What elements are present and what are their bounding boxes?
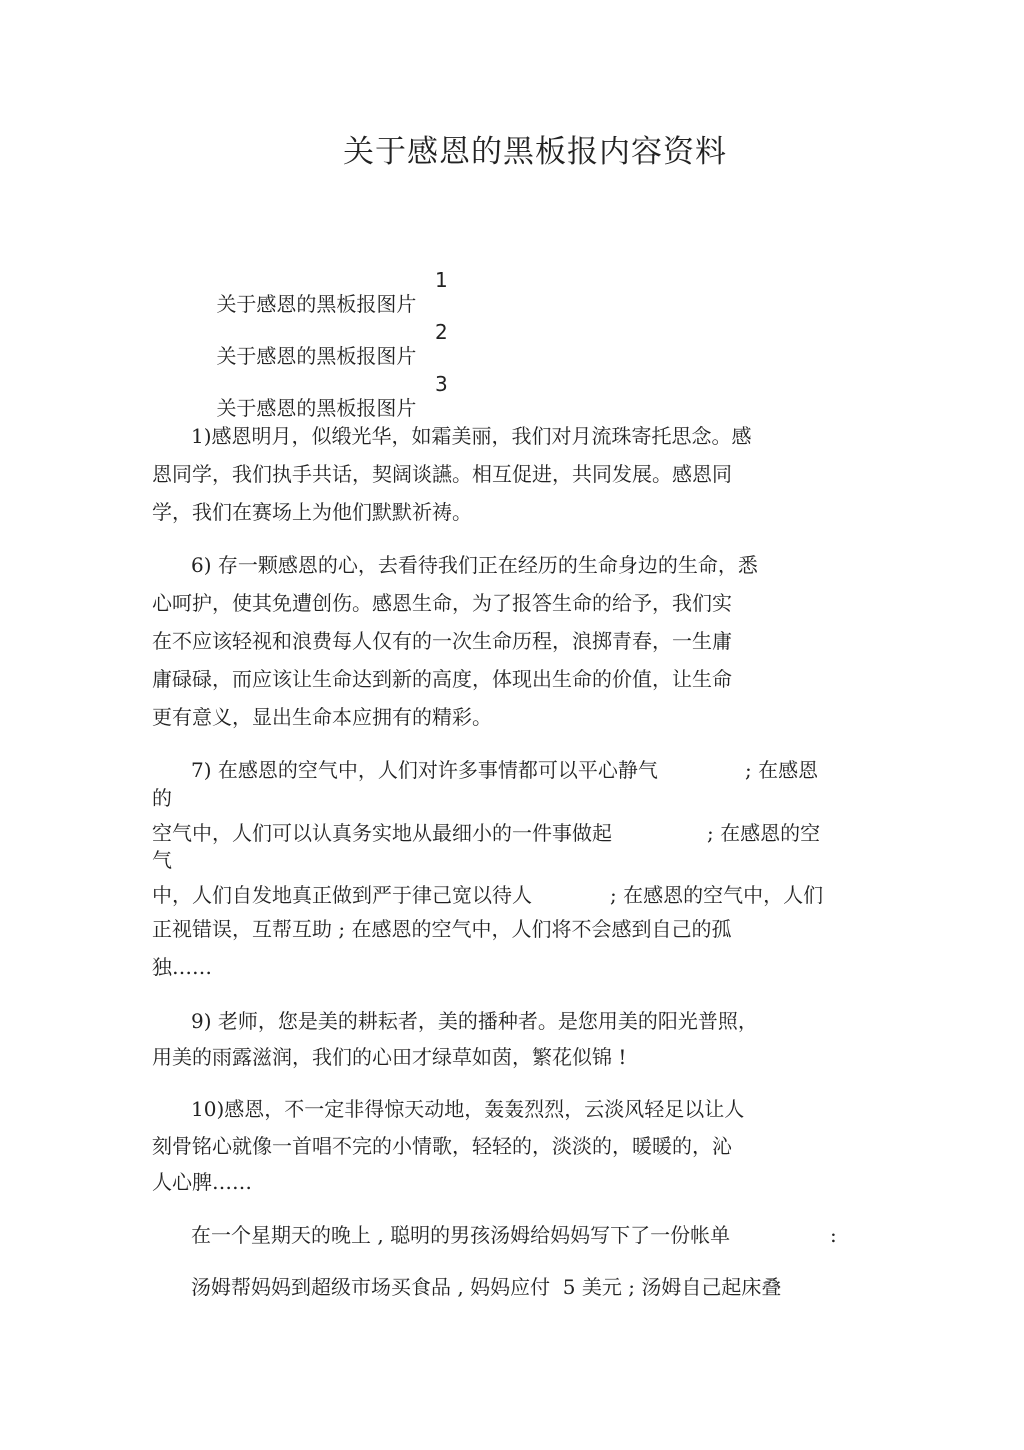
paragraph-line: 9) 老师，您是美的耕耘者，美的播种者。是您用美的阳光普照，	[191, 1009, 758, 1033]
paragraph-line: 10)感恩，不一定非得惊天动地，轰轰烈烈，云淡风轻足以让人	[191, 1097, 745, 1121]
paragraph-line: 独……	[152, 955, 212, 979]
paragraph-line: 庸碌碌，而应该让生命达到新的高度，体现出生命的价值，让生命	[152, 667, 732, 691]
paragraph-line: 中，人们自发地真正做到严于律己宽以待人	[152, 883, 532, 907]
paragraph-line: 汤姆帮妈妈到超级市场买食品 , 妈妈应付 5 美元 ; 汤姆自己起床叠	[191, 1275, 782, 1299]
paragraph-line: 的	[152, 786, 172, 810]
page-title: 关于感恩的黑板报内容资料	[343, 134, 727, 170]
paragraph-line: 学，我们在赛场上为他们默默祈祷。	[152, 500, 472, 524]
paragraph-line-tail: ; 在感恩的空	[707, 821, 821, 845]
paragraph-line: 更有意义，显出生命本应拥有的精彩。	[152, 705, 492, 729]
image-list-number: 3	[435, 372, 448, 396]
paragraph-line: 刻骨铭心就像一首唱不完的小情歌，轻轻的，淡淡的，暖暖的，沁	[152, 1134, 732, 1158]
paragraph-line: 7) 在感恩的空气中，人们对许多事情都可以平心静气	[191, 758, 658, 782]
paragraph-line: 在不应该轻视和浪费每人仅有的一次生命历程，浪掷青春，一生庸	[152, 629, 732, 653]
paragraph-line: 恩同学，我们执手共话，契阔谈讌。相互促进，共同发展。感恩同	[152, 462, 732, 486]
paragraph-line-tail: ; 在感恩	[745, 758, 819, 782]
image-list-label: 关于感恩的黑板报图片	[216, 396, 417, 420]
paragraph-line-tail: :	[830, 1223, 837, 1247]
paragraph-line: 在一个星期天的晚上 , 聪明的男孩汤姆给妈妈写下了一份帐单	[191, 1223, 731, 1247]
paragraph-line: 人心脾……	[152, 1170, 252, 1194]
image-list-number: 2	[435, 320, 448, 344]
image-list-label: 关于感恩的黑板报图片	[216, 292, 417, 316]
paragraph-line: 1)感恩明月，似缎光华，如霜美丽，我们对月流珠寄托思念。感	[191, 424, 752, 448]
paragraph-line: 用美的雨露滋润，我们的心田才绿草如茵，繁花似锦 !	[152, 1045, 627, 1069]
paragraph-line: 正视错误，互帮互助 ; 在感恩的空气中，人们将不会感到自己的孤	[152, 917, 732, 941]
paragraph-line: 6) 存一颗感恩的心，去看待我们正在经历的生命身边的生命，悉	[191, 553, 758, 577]
paragraph-line: 空气中，人们可以认真务实地从最细小的一件事做起	[152, 821, 612, 845]
paragraph-line: 气	[152, 848, 172, 872]
image-list-number: 1	[435, 268, 448, 292]
paragraph-line-tail: ; 在感恩的空气中，人们	[610, 883, 824, 907]
image-list-label: 关于感恩的黑板报图片	[216, 344, 417, 368]
paragraph-line: 心呵护，使其免遭创伤。感恩生命，为了报答生命的给予，我们实	[152, 591, 732, 615]
